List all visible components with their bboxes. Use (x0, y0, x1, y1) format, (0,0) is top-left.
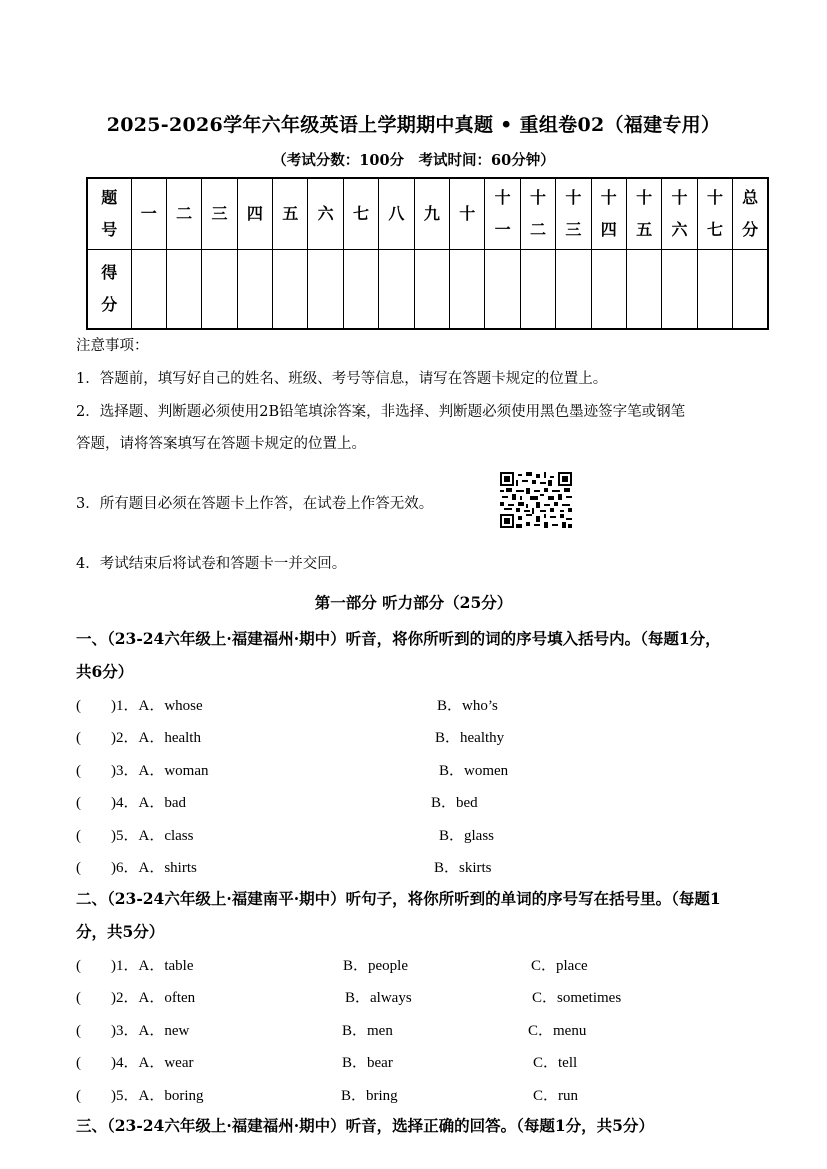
score-table-score-row (87, 250, 768, 330)
question-1-1: ( )1．A．whose (76, 698, 203, 714)
score-table-cell: 十 五 (626, 178, 661, 250)
option-b: B．who’s (437, 698, 498, 714)
score-input-cell[interactable] (273, 250, 308, 330)
score-table-cell: 四 (237, 178, 272, 250)
option-b: B．men (342, 1023, 393, 1039)
notice-item: 答题，请将答案填写在答题卡规定的位置上。 (76, 436, 366, 452)
score-table-cell: 六 (308, 178, 343, 250)
question-1-6: ( )6．A．shirts (76, 860, 197, 876)
option-c: C．sometimes (532, 990, 622, 1006)
score-table-header-row (87, 178, 768, 250)
qr-code-icon (500, 472, 572, 528)
score-table-cell: 八 (379, 178, 414, 250)
score-input-cell[interactable] (697, 250, 732, 330)
score-input-cell[interactable] (733, 250, 768, 330)
option-b: B．bear (342, 1055, 393, 1071)
score-input-cell[interactable] (626, 250, 661, 330)
question-2-5: ( )5．A．boring (76, 1088, 204, 1104)
score-input-cell[interactable] (379, 250, 414, 330)
option-b: B．bring (341, 1088, 398, 1104)
score-input-cell[interactable] (485, 250, 520, 330)
score-input-cell[interactable] (414, 250, 449, 330)
option-b: B．people (343, 958, 408, 974)
score-input-cell[interactable] (450, 250, 485, 330)
score-table-cell: 十 一 (485, 178, 520, 250)
question-2-4: ( )4．A．wear (76, 1055, 194, 1071)
score-input-cell[interactable] (520, 250, 555, 330)
option-b: B．bed (431, 795, 478, 811)
score-table-cell: 十 七 (697, 178, 732, 250)
score-table-cell: 五 (273, 178, 308, 250)
question-2-3: ( )3．A．new (76, 1023, 190, 1039)
option-b: B．healthy (435, 730, 505, 746)
notice-item: 1．答题前，填写好自己的姓名、班级、考号等信息，请写在答题卡规定的位置上。 (76, 371, 608, 387)
score-input-cell[interactable] (662, 250, 697, 330)
part1-heading: 第一部分 听力部分（25分） (314, 593, 513, 612)
option-c: C．run (533, 1088, 579, 1104)
score-table-cell: 得 分 (87, 250, 131, 330)
section1-heading: 一、（23-24六年级上·福建福州·期中）听音，将你所听到的词的序号填入括号内。（每题1分， (76, 629, 721, 648)
score-input-cell[interactable] (591, 250, 626, 330)
notice-item: 2．选择题、判断题必须使用2B铅笔填涂答案，非选择、判断题必须使用黑色墨迹签字笔或钢笔 (76, 404, 686, 420)
score-table-cell: 九 (414, 178, 449, 250)
section2-heading: 二、（23-24六年级上·福建南平·期中）听句子，将你所听到的单词的序号写在括号里。（每题1 (76, 889, 721, 908)
notice-heading: 注意事项： (76, 338, 149, 354)
score-table-cell: 十 二 (520, 178, 555, 250)
score-table-cell: 七 (343, 178, 378, 250)
question-1-5: ( )5．A．class (76, 828, 194, 844)
section3-heading: 三、（23-24六年级上·福建福州·期中）听音，选择正确的回答。（每题1分，共5分） (76, 1116, 654, 1135)
score-input-cell[interactable] (308, 250, 343, 330)
option-c: C．tell (533, 1055, 578, 1071)
score-table-cell: 一 (131, 178, 166, 250)
question-1-3: ( )3．A．woman (76, 763, 209, 779)
score-input-cell[interactable] (131, 250, 166, 330)
page-title: 2025-2026学年六年级英语上学期期中真题 • 重组卷02（福建专用） (106, 114, 721, 136)
section2-heading-cont: 分，共5分） (76, 922, 165, 941)
notice-item: 4．考试结束后将试卷和答题卡一并交回。 (76, 556, 347, 572)
notice-item: 3．所有题目必须在答题卡上作答，在试卷上作答无效。 (76, 496, 434, 512)
exam-info: （考试分数：100分 考试时间：60分钟） (272, 152, 555, 169)
score-table-cell: 十 六 (662, 178, 697, 250)
question-2-1: ( )1．A．table (76, 958, 194, 974)
option-b: B．women (439, 763, 509, 779)
score-table-cell: 十 (450, 178, 485, 250)
score-input-cell[interactable] (556, 250, 591, 330)
score-table (86, 177, 769, 330)
option-b: B．always (345, 990, 412, 1006)
score-table-cell: 十 三 (556, 178, 591, 250)
section1-heading-cont: 共6分） (76, 662, 134, 681)
question-1-2: ( )2．A．health (76, 730, 201, 746)
option-b: B．glass (439, 828, 495, 844)
question-1-4: ( )4．A．bad (76, 795, 186, 811)
option-c: C．menu (528, 1023, 587, 1039)
score-input-cell[interactable] (343, 250, 378, 330)
score-input-cell[interactable] (237, 250, 272, 330)
score-table-cell: 题 号 (87, 178, 131, 250)
score-input-cell[interactable] (166, 250, 201, 330)
option-c: C．place (531, 958, 588, 974)
option-b: B．skirts (434, 860, 492, 876)
score-table-cell: 总 分 (733, 178, 768, 250)
score-input-cell[interactable] (202, 250, 237, 330)
question-2-2: ( )2．A．often (76, 990, 196, 1006)
score-table-cell: 三 (202, 178, 237, 250)
score-table-cell: 二 (166, 178, 201, 250)
score-table-cell: 十 四 (591, 178, 626, 250)
